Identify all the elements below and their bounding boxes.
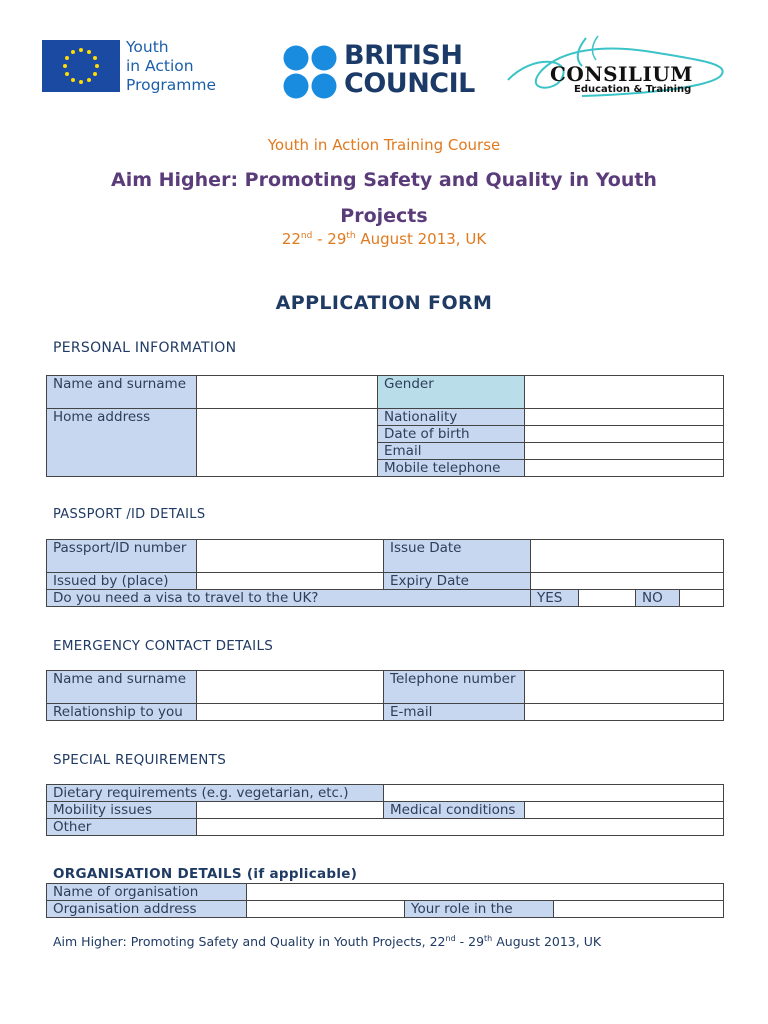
visa-yes-label: YES bbox=[531, 590, 579, 607]
british-council-logo bbox=[282, 42, 482, 102]
dob-field[interactable] bbox=[525, 426, 724, 443]
consilium-name: CONSILIUM bbox=[550, 62, 693, 86]
org-name-field[interactable] bbox=[247, 884, 724, 901]
expiry-date-label: Expiry Date bbox=[384, 573, 531, 590]
name-label: Name and surname bbox=[47, 376, 197, 409]
expiry-date-field[interactable] bbox=[531, 573, 724, 590]
visa-no-field[interactable] bbox=[680, 590, 724, 607]
gender-label: Gender bbox=[378, 376, 525, 409]
passport-table bbox=[46, 539, 724, 607]
youth-in-action-logo bbox=[42, 38, 242, 98]
name-field[interactable] bbox=[197, 376, 378, 409]
emergency-telephone-field[interactable] bbox=[525, 671, 724, 704]
relationship-label: Relationship to you bbox=[47, 704, 197, 721]
org-role-field[interactable] bbox=[554, 901, 724, 918]
emergency-name-field[interactable] bbox=[197, 671, 384, 704]
issued-by-label: Issued by (place) bbox=[47, 573, 197, 590]
other-field[interactable] bbox=[197, 819, 724, 836]
email-field[interactable] bbox=[525, 443, 724, 460]
org-address-label: Organisation address bbox=[47, 901, 247, 918]
org-name-label: Name of organisation bbox=[47, 884, 247, 901]
dob-label: Date of birth bbox=[378, 426, 525, 443]
consilium-logo bbox=[502, 34, 734, 106]
other-label: Other bbox=[47, 819, 197, 836]
personal-info-table bbox=[46, 375, 724, 477]
visa-question: Do you need a visa to travel to the UK? bbox=[47, 590, 531, 607]
consilium-tagline: Education & Training bbox=[574, 84, 692, 95]
issue-date-field[interactable] bbox=[531, 540, 724, 573]
passport-number-label: Passport/ID number bbox=[47, 540, 197, 573]
course-dates: 22nd - 29th August 2013, UK bbox=[281, 230, 487, 248]
passport-heading: PASSPORT /ID DETAILS bbox=[53, 507, 206, 522]
visa-yes-field[interactable] bbox=[579, 590, 636, 607]
org-address-field[interactable] bbox=[247, 901, 405, 918]
emergency-email-label: E-mail bbox=[384, 704, 525, 721]
emergency-heading: EMERGENCY CONTACT DETAILS bbox=[53, 638, 274, 654]
visa-no-label: NO bbox=[636, 590, 680, 607]
dietary-field[interactable] bbox=[384, 785, 724, 802]
email-label: Email bbox=[378, 443, 525, 460]
organisation-table bbox=[46, 883, 724, 918]
mobility-field[interactable] bbox=[197, 802, 384, 819]
mobile-label: Mobile telephone bbox=[378, 460, 525, 477]
emergency-table bbox=[46, 670, 724, 721]
emergency-email-field[interactable] bbox=[525, 704, 724, 721]
page-footer: Aim Higher: Promoting Safety and Quality in Youth Projects, 22nd - 29th August 2013, UK bbox=[53, 934, 602, 950]
issued-by-field[interactable] bbox=[197, 573, 384, 590]
medical-label: Medical conditions bbox=[384, 802, 525, 819]
passport-number-field[interactable] bbox=[197, 540, 384, 573]
dietary-label: Dietary requirements (e.g. vegetarian, etc.) bbox=[47, 785, 384, 802]
medical-field[interactable] bbox=[525, 802, 724, 819]
form-title: APPLICATION FORM bbox=[275, 292, 493, 314]
organisation-heading: ORGANISATION DETAILS (if applicable) bbox=[53, 866, 358, 882]
relationship-field[interactable] bbox=[197, 704, 384, 721]
issue-date-label: Issue Date bbox=[384, 540, 531, 573]
nationality-label: Nationality bbox=[378, 409, 525, 426]
emergency-name-label: Name and surname bbox=[47, 671, 197, 704]
personal-info-heading: PERSONAL INFORMATION bbox=[53, 340, 237, 356]
mobile-field[interactable] bbox=[525, 460, 724, 477]
eu-logo-text: Youth in Action Programme bbox=[126, 38, 217, 94]
special-req-table bbox=[46, 784, 724, 836]
emergency-telephone-label: Telephone number bbox=[384, 671, 525, 704]
british-council-dots-icon bbox=[282, 44, 338, 100]
nationality-field[interactable] bbox=[525, 409, 724, 426]
course-title: Aim Higher: Promoting Safety and Quality in Youth Projects bbox=[111, 169, 657, 227]
home-address-field[interactable] bbox=[197, 409, 378, 477]
gender-field[interactable] bbox=[525, 376, 724, 409]
course-subtitle: Youth in Action Training Course bbox=[267, 136, 501, 154]
org-role-label: Your role in the bbox=[405, 901, 554, 918]
british-council-text: BRITISH COUNCIL bbox=[344, 40, 475, 99]
mobility-label: Mobility issues bbox=[47, 802, 197, 819]
special-req-heading: SPECIAL REQUIREMENTS bbox=[53, 752, 227, 768]
home-address-label: Home address bbox=[47, 409, 197, 477]
eu-flag-icon bbox=[42, 40, 120, 92]
